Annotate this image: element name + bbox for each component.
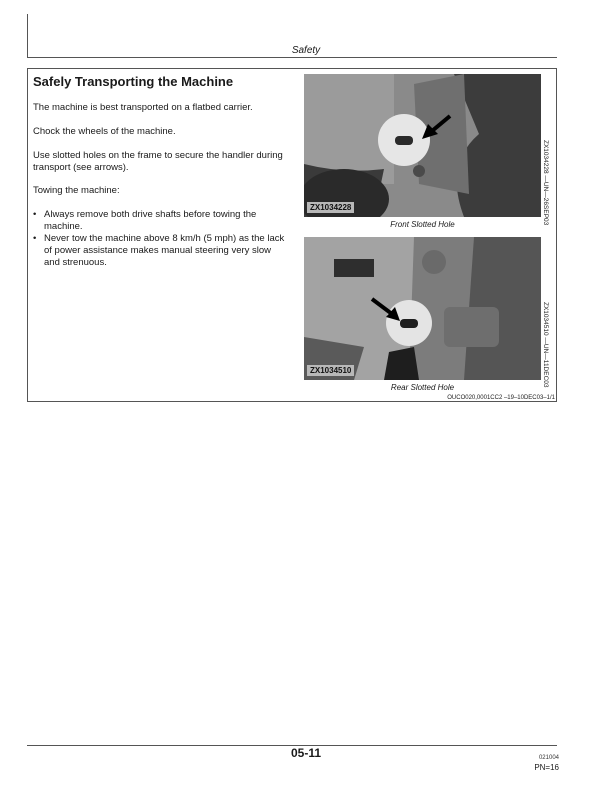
bullet-tow-speed-limit: • Never tow the machine above 8 km/h (5 mph) as the lack of power assistance makes manual steering very slow and strenuous. (33, 233, 288, 269)
figure-caption: Rear Slotted Hole (390, 383, 455, 392)
paragraph-towing-heading: Towing the machine: (33, 185, 120, 196)
towing-bullet-list (33, 209, 288, 269)
paragraph-flatbed: The machine is best transported on a flatbed carrier. (33, 102, 253, 113)
figure-id: ZX1034510 (307, 365, 354, 376)
page-number: 05-11 (290, 746, 322, 760)
photo-rear-slotted-hole (304, 237, 541, 380)
header-rule (27, 57, 557, 58)
figure-id: ZX1034228 (307, 202, 354, 213)
figure-side-tag: ZX1034228 —UN—26SEP03 (542, 140, 549, 226)
pn-label: PN=16 (534, 763, 559, 772)
section-title: Safely Transporting the Machine (33, 74, 234, 89)
bullet-remove-drive-shafts: • Always remove both drive shafts before towing the machine. (33, 209, 288, 233)
paragraph-slotted-holes: Use slotted holes on the frame to secure the handler during transport (see arrows). (33, 150, 283, 173)
photo-front-slotted-hole (304, 74, 541, 217)
paragraph-chock-wheels: Chock the wheels of the machine. (33, 126, 176, 137)
header-title: Safety (291, 45, 321, 56)
figure-side-tag: ZX1034510 —UN—11DEC03 (542, 302, 549, 388)
publication-date: 021004 (538, 755, 559, 761)
figure-caption: Front Slotted Hole (390, 220, 455, 229)
document-code: OUCO020,0001CC2 –19–10DEC03–1/1 (447, 395, 555, 401)
